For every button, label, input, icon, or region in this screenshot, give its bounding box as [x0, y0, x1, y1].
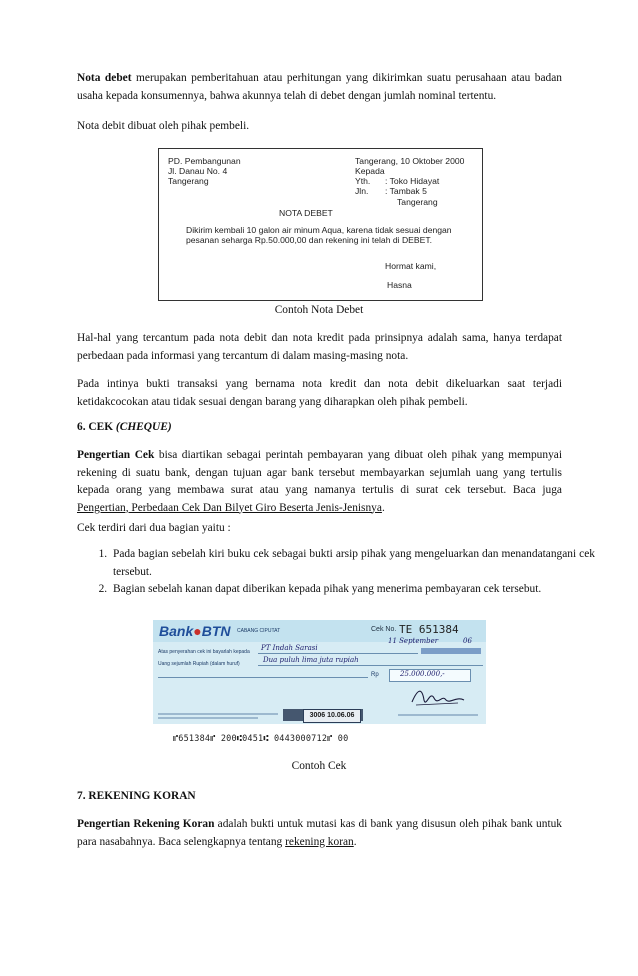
payee-handwritten: PT Indah Sarasi — [261, 644, 318, 652]
nota-date: Tangerang, 10 Oktober 2000 — [355, 156, 465, 166]
cek-parts-list — [77, 546, 595, 599]
heading-cek — [77, 421, 172, 433]
payee-label: Atas penyerahan cek ini bayarlah kepada — [158, 649, 250, 655]
amount-words-handwritten: Dua puluh lima juta rupiah — [263, 656, 359, 664]
nota-body-line2: pesanan seharga Rp.50.000,00 dan rekening ini telah di DEBET. — [186, 235, 433, 245]
link-rekening-koran[interactable]: rekening koran — [285, 835, 354, 848]
signature-scribble — [408, 684, 468, 710]
bank-name: BTN — [201, 623, 231, 639]
cheque-number-label: Cek No. — [371, 626, 397, 633]
micr-line: ⑈651384⑈ 200⑆0451⑆ 0443000712⑈ 00 — [173, 734, 349, 744]
rp-label: Rp — [371, 672, 379, 678]
payee-band — [421, 648, 481, 654]
cheque-date: 11 September — [388, 637, 439, 645]
nota-yth-label: Yth. — [355, 176, 371, 186]
amount-words-label: Uang sejumlah Rupiah (dalam huruf) — [158, 661, 240, 667]
amount-words-line-2 — [158, 677, 368, 678]
nota-debet-figure — [158, 148, 483, 301]
paragraph-text: merupakan pemberitahuan atau perhitungan yang dikirimkan suatu perusahaan atau badan usaha kepada konsumennya, bahwa akunnya telah di debet dengan jumlah nominal tertentu. — [77, 72, 562, 102]
nota-yth-value: : Toko Hidayat — [385, 176, 440, 186]
caption-cek: Contoh Cek — [291, 760, 347, 772]
paragraph-cek-terdiri: Cek terdiri dari dua bagian yaitu : — [77, 522, 231, 534]
amount-words-line — [258, 665, 483, 666]
fine-print-line — [398, 714, 478, 716]
heading-rekening-koran: 7. REKENING KORAN — [77, 790, 196, 802]
cheque-figure — [153, 620, 486, 754]
paragraph-text: adalah bukti untuk mutasi kas di bank yang disusun oleh pihak bank untuk para nasabahnya. Baca selengkapnya tentang — [77, 818, 563, 848]
payee-line — [258, 653, 418, 654]
nota-title: NOTA DEBET — [279, 208, 333, 218]
nota-sender-city: Tangerang — [168, 176, 209, 186]
paragraph-rekening-koran — [77, 816, 562, 851]
nota-jln-value: : Tambak 5 — [385, 186, 427, 196]
fine-print-line — [158, 717, 258, 719]
paragraph-text: bisa diartikan sebagai perintah pembayaran yang dibuat oleh pihak yang mempunyai rekening di suatu bank, dengan tujuan agar bank tersebut membayarkan sejumlah uang yang tertulis kepada orang yang membawa surat atau yang namanya tertulis di surat cek tersebut. Baca juga — [77, 449, 562, 496]
cheque-year: 06 — [463, 637, 472, 645]
bank-prefix: Bank — [159, 623, 194, 639]
paragraph-end: . — [381, 501, 385, 514]
paragraph-nota-debet — [77, 70, 562, 105]
nota-closing: Hormat kami, — [385, 261, 437, 271]
date-stamp: 3006 10.06.06 — [303, 709, 361, 723]
paragraph-pada-intinya: Pada intinya bukti transaksi yang bernama nota kredit dan nota debit dikeluarkan saat terjadi ketidakcocokan atau tidak sesuai dengan barang yang diharapkan oleh pihak pembeli. — [77, 378, 562, 408]
caption-nota-debet: Contoh Nota Debet — [274, 304, 364, 316]
cheque-number: TE 651384 — [399, 623, 459, 636]
nota-signer: Hasna — [387, 280, 412, 290]
nota-kepada: Kepada — [355, 166, 385, 176]
amount-handwritten: 25.000.000,- — [400, 670, 445, 678]
paragraph-hal-hal: Hal-hal yang tercantum pada nota debit dan nota kredit pada prinsipnya adalah sama, hanya terdapat perbedaan pada informasi yang tercantum di dalam masing-masing nota. — [77, 332, 562, 362]
paragraph-nota-debit-pembeli: Nota debit dibuat oleh pihak pembeli. — [77, 120, 250, 132]
list-item: 1. Pada bagian sebelah kiri buku cek sebagai bukti arsip pihak yang mengeluarkan dan menandatangani cek tersebut. — [110, 546, 595, 581]
nota-sender-address: Jl. Danau No. 4 — [168, 166, 228, 176]
bank-logo: Bank●BTN — [159, 623, 231, 639]
bank-branch: CABANG CIPUTAT — [237, 628, 281, 634]
paragraph-pengertian-cek — [77, 447, 562, 517]
nota-body-line1: Dikirim kembali 10 galon air minum Aqua, karena tidak sesuai dengan — [186, 225, 452, 235]
nota-recipient-city: Tangerang — [397, 197, 438, 207]
nota-sender-name: PD. Pembangunan — [168, 156, 241, 166]
term-nota-debet: Nota debet — [77, 72, 132, 84]
fine-print-line — [158, 713, 278, 715]
heading-cek-number: 6. CEK — [77, 421, 116, 433]
list-item: 2. Bagian sebelah kanan dapat diberikan kepada pihak yang menerima pembayaran cek tersebut. — [110, 581, 595, 599]
link-cek-bilyet-giro[interactable]: Pengertian, Perbedaan Cek Dan Bilyet Giro Beserta Jenis-Jenisnya — [77, 501, 382, 514]
heading-cek-italic: (CHEQUE) — [115, 421, 172, 433]
paragraph-end: . — [353, 835, 357, 848]
nota-jln-label: Jln. — [355, 186, 369, 196]
term-pengertian-cek: Pengertian Cek — [77, 449, 155, 461]
term-rekening-koran: Pengertian Rekening Koran — [77, 818, 215, 830]
